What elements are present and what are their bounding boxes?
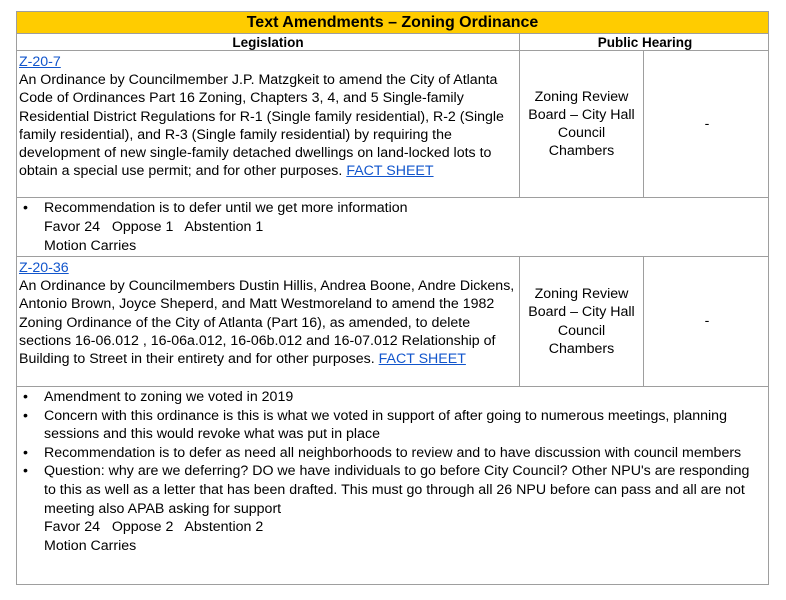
- bullet-icon: •: [23, 444, 28, 461]
- legislation-cell: [17, 257, 519, 386]
- hearing-location-text: Zoning Review Board – City Hall Council Chambers: [528, 286, 635, 357]
- list-item: • Recommendation is to defer as need all neighborhoods to review and to have discussion with council members: [23, 444, 742, 461]
- amendments-table: [16, 11, 769, 585]
- bullet-icon: •: [23, 389, 28, 405]
- legislation-header: Legislation: [232, 35, 304, 50]
- table-header-row: [17, 34, 768, 51]
- hearing-location: [519, 51, 643, 197]
- legislation-row: [17, 257, 768, 387]
- ordinance-link[interactable]: Z-20-36: [19, 260, 69, 276]
- list-item: • Question: why are we deferring? DO we have individuals to go before City Council? Other NPU's are responding to this as well as a letter that has been drafted. This must go through all 26 NPU before can pass and all are not meeting also APAB asking for support: [23, 463, 750, 517]
- bullet-icon: •: [23, 463, 28, 480]
- motion-result: Motion Carries: [44, 537, 137, 554]
- fact-sheet-link[interactable]: FACT SHEET: [346, 163, 434, 180]
- fact-sheet-link[interactable]: FACT SHEET: [378, 351, 466, 368]
- bullet-icon: •: [23, 407, 28, 424]
- list-item: • Amendment to zoning we voted in 2019: [23, 389, 294, 405]
- ordinance-text: An Ordinance by Councilmembers Dustin Hillis, Andrea Boone, Andre Dickens, Antonio Brown, Joyce Sheperd, and Matt Westmoreland to amend the 1982 Zoning Ordinance of the City of Atlanta (Part 16), as amended, to delete sections 16-06.012 , 16-06a.012, 16-06b.012 and 16-07.012 Relationship of Building to Street in their entirety and for other purposes.: [19, 278, 515, 368]
- hearing-location: [519, 257, 643, 386]
- table-title: Text Amendments – Zoning Ordinance: [17, 12, 768, 34]
- public-hearing-header: Public Hearing: [519, 34, 770, 51]
- motion-result: Motion Carries: [44, 238, 137, 254]
- list-item: • Recommendation is to defer until we get more information: [23, 200, 408, 216]
- legislation-cell: [17, 51, 519, 197]
- recommendation-row: [17, 387, 768, 584]
- ordinance-link[interactable]: Z-20-7: [19, 54, 61, 70]
- hearing-date: -: [643, 51, 770, 197]
- vote-tally: Favor 24 Oppose 1 Abstention 1: [44, 219, 264, 235]
- hearing-location-text: Zoning Review Board – City Hall Council Chambers: [528, 88, 635, 160]
- legislation-row: [17, 51, 768, 198]
- bullet-icon: •: [23, 200, 28, 216]
- ordinance-text: An Ordinance by Councilmember J.P. Matzgkeit to amend the City of Atlanta Code of Ordinances Part 16 Zoning, Chapters 3, 4, and 5 Single-family Residential District Regulations for R-1 (Single family residential), R-2 (Single family residential), and R-3 (Single family residential) by requiring the development of new single-family detached dwellings on land-locked lots to obtain a special use permit; and for other purposes.: [19, 72, 504, 180]
- list-item: • Concern with this ordinance is this is what we voted in support of after going to numerous meetings, planning sessions and this would revoke what was put in place: [23, 407, 727, 443]
- recommendation-list: [23, 199, 764, 218]
- recommendation-row: [17, 198, 768, 257]
- recommendation-list: [23, 388, 764, 518]
- hearing-date: -: [643, 257, 770, 386]
- vote-tally: Favor 24 Oppose 2 Abstention 2: [44, 519, 264, 536]
